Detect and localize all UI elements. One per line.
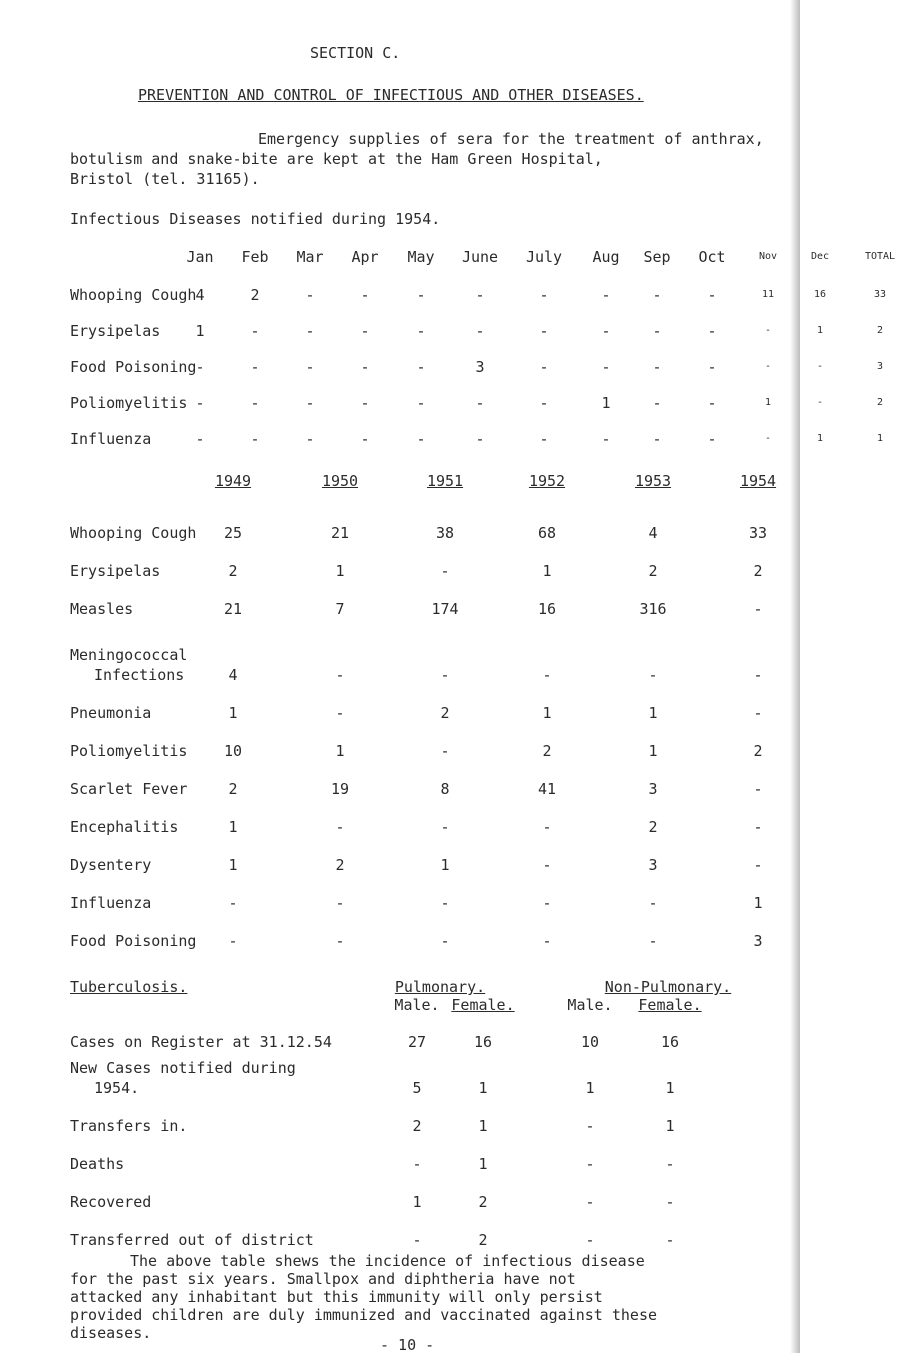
yearly-cell: 1 [648,704,658,722]
yearly-cell: - [542,856,552,874]
monthly-cell: - [707,394,717,412]
monthly-cell: 33 [873,289,887,300]
monthly-cell: - [416,430,426,448]
yearly-cell: 1 [753,894,763,912]
monthly-cell: - [652,394,662,412]
yearly-cell: 1 [228,818,238,836]
page-edge-shadow [790,0,800,1353]
monthly-cell: - [305,286,315,304]
notified-heading: Infectious Diseases notified during 1954. [70,210,441,228]
monthly-cell: 1 [816,325,824,336]
yearly-cell: 25 [223,524,243,542]
monthly-cell: 1 [764,397,772,408]
tb-group-pulmonary: Pulmonary. [394,978,486,996]
yearly-cell: - [753,780,763,798]
yearly-cell: - [335,666,345,684]
yearly-row-label: Encephalitis [70,818,179,836]
monthly-row-label: Whooping Cough [70,286,197,304]
yearly-cell: 2 [228,562,238,580]
tb-cell: - [412,1231,422,1249]
yearly-cell: 2 [753,742,763,760]
monthly-cell: - [305,322,315,340]
yearly-cell: - [753,818,763,836]
closing-line: for the past six years. Smallpox and diphtheria have not [70,1270,576,1288]
yearly-row-label: Poliomyelitis [70,742,188,760]
yearly-cell: - [440,894,450,912]
monthly-cell: - [601,430,611,448]
tb-cell: 27 [407,1033,427,1051]
month-column-header: Aug [592,248,620,266]
yearly-cell: - [542,666,552,684]
yearly-row-label: Dysentery [70,856,152,874]
yearly-cell: 1 [228,856,238,874]
tb-group-non-pulmonary: Non-Pulmonary. [604,978,732,996]
monthly-cell: - [652,286,662,304]
monthly-cell: - [305,394,315,412]
monthly-cell: - [195,430,205,448]
yearly-cell: - [440,666,450,684]
monthly-cell: - [764,433,772,444]
yearly-cell: 3 [648,780,658,798]
yearly-cell: - [542,932,552,950]
tb-cell: 1 [478,1079,488,1097]
monthly-cell: - [250,322,260,340]
monthly-cell: - [305,430,315,448]
yearly-cell: 2 [440,704,450,722]
yearly-cell: 4 [648,524,658,542]
tb-row-label-line2: 1954. [94,1079,140,1097]
tb-cell: - [585,1231,595,1249]
tb-cell: 1 [665,1079,675,1097]
month-column-header: TOTAL [864,251,896,262]
monthly-cell: - [360,430,370,448]
monthly-cell: 3 [876,361,884,372]
year-column-header: 1949 [214,472,252,490]
month-column-header: July [525,248,563,266]
yearly-cell: - [542,894,552,912]
monthly-cell: - [250,394,260,412]
month-column-header: Oct [698,248,726,266]
month-column-header: Nov [758,251,778,262]
monthly-cell: - [416,286,426,304]
yearly-cell: - [648,666,658,684]
emergency-line: Emergency supplies of sera for the treatment of anthrax, [258,130,764,148]
yearly-cell: 1 [542,562,552,580]
monthly-row-label: Erysipelas [70,322,161,340]
monthly-row-label: Food Poisoning [70,358,197,376]
yearly-cell: - [335,818,345,836]
year-column-header: 1952 [528,472,566,490]
yearly-cell: - [440,742,450,760]
monthly-cell: - [764,361,772,372]
monthly-cell: - [250,430,260,448]
monthly-cell: 2 [250,286,260,304]
yearly-cell: 2 [228,780,238,798]
yearly-cell: - [648,932,658,950]
closing-line: The above table shews the incidence of infectious disease [130,1252,645,1270]
monthly-cell: - [707,430,717,448]
tb-cell: 16 [473,1033,493,1051]
yearly-row-label: Pneumonia [70,704,152,722]
monthly-cell: - [539,358,549,376]
tb-cell: 2 [478,1231,488,1249]
yearly-cell: 16 [537,600,557,618]
yearly-cell: - [648,894,658,912]
yearly-cell: 21 [330,524,350,542]
month-column-header: Feb [241,248,269,266]
monthly-row-label: Poliomyelitis [70,394,188,412]
monthly-cell: - [652,358,662,376]
monthly-cell: 3 [475,358,485,376]
yearly-cell: 316 [639,600,667,618]
tb-cell: 2 [412,1117,422,1135]
tb-sub-female: Female. [638,996,702,1014]
yearly-cell: 174 [431,600,459,618]
tb-cell: 10 [580,1033,600,1051]
monthly-cell: 16 [813,289,827,300]
monthly-cell: - [416,394,426,412]
yearly-cell: 1 [335,562,345,580]
monthly-cell: 1 [816,433,824,444]
yearly-row-label: Influenza [70,894,152,912]
yearly-cell: 7 [335,600,345,618]
monthly-cell: - [305,358,315,376]
emergency-line: botulism and snake-bite are kept at the Ham Green Hospital, [70,150,603,168]
yearly-cell: 21 [223,600,243,618]
tb-cell: - [665,1193,675,1211]
yearly-row-label: Food Poisoning [70,932,197,950]
tb-row-label: Cases on Register at 31.12.54 [70,1033,332,1051]
monthly-cell: - [360,286,370,304]
monthly-cell: - [652,430,662,448]
yearly-cell: 41 [537,780,557,798]
monthly-row-label: Influenza [70,430,152,448]
monthly-cell: - [360,358,370,376]
monthly-cell: - [707,358,717,376]
closing-line: provided children are duly immunized and vaccinated against these [70,1306,657,1324]
yearly-cell: 2 [648,818,658,836]
yearly-cell: 10 [223,742,243,760]
tb-cell: 1 [412,1193,422,1211]
monthly-cell: - [816,397,824,408]
yearly-cell: - [753,704,763,722]
monthly-cell: 1 [195,322,205,340]
section-title: SECTION C. [310,44,401,62]
yearly-cell: 38 [435,524,455,542]
monthly-cell: - [416,358,426,376]
yearly-cell: 1 [648,742,658,760]
monthly-cell: 4 [195,286,205,304]
tb-cell: - [585,1155,595,1173]
tb-cell: 1 [478,1117,488,1135]
monthly-cell: - [360,322,370,340]
year-column-header: 1953 [634,472,672,490]
monthly-cell: - [539,394,549,412]
yearly-cell: 3 [648,856,658,874]
tb-row-label: Transfers in. [70,1117,188,1135]
month-column-header: Dec [810,251,830,262]
tb-title: Tuberculosis. [70,978,188,996]
yearly-cell: 1 [542,704,552,722]
yearly-cell: 1 [335,742,345,760]
yearly-cell: 2 [335,856,345,874]
yearly-cell: 2 [542,742,552,760]
monthly-cell: - [539,430,549,448]
tb-sub-male: Male. [567,996,613,1014]
tb-cell: - [412,1155,422,1173]
tb-row-label: Recovered [70,1193,152,1211]
tb-row-label: New Cases notified during [70,1059,296,1077]
yearly-row-label-line2: Infections [94,666,185,684]
tb-cell: 16 [660,1033,680,1051]
yearly-cell: - [228,894,238,912]
monthly-cell: 11 [761,289,775,300]
yearly-row-label: Measles [70,600,134,618]
monthly-cell: - [707,322,717,340]
yearly-cell: 3 [753,932,763,950]
year-column-header: 1951 [426,472,464,490]
monthly-cell: - [601,358,611,376]
monthly-cell: - [539,286,549,304]
yearly-cell: - [753,666,763,684]
yearly-cell: 2 [648,562,658,580]
yearly-cell: - [228,932,238,950]
tb-cell: 2 [478,1193,488,1211]
yearly-cell: - [440,818,450,836]
tb-cell: 1 [665,1117,675,1135]
yearly-cell: 4 [228,666,238,684]
tb-row-label: Transferred out of district [70,1231,314,1249]
monthly-cell: - [764,325,772,336]
yearly-cell: - [753,600,763,618]
monthly-cell: - [195,394,205,412]
closing-line: attacked any inhabitant but this immunity will only persist [70,1288,603,1306]
monthly-cell: - [475,394,485,412]
year-column-header: 1950 [321,472,359,490]
tb-cell: 1 [478,1155,488,1173]
monthly-cell: - [539,322,549,340]
tb-cell: 5 [412,1079,422,1097]
monthly-cell: - [250,358,260,376]
yearly-cell: - [440,562,450,580]
yearly-cell: - [335,932,345,950]
month-column-header: Apr [351,248,379,266]
tb-cell: - [585,1193,595,1211]
yearly-row-label: Scarlet Fever [70,780,188,798]
month-column-header: June [461,248,499,266]
tb-sub-female: Female. [451,996,515,1014]
yearly-cell: 33 [748,524,768,542]
tb-sub-male: Male. [394,996,440,1014]
monthly-cell: - [475,286,485,304]
tb-cell: - [665,1231,675,1249]
yearly-cell: 1 [228,704,238,722]
tb-cell: - [665,1155,675,1173]
monthly-cell: - [475,322,485,340]
month-column-header: Mar [296,248,324,266]
monthly-cell: - [652,322,662,340]
yearly-cell: - [440,932,450,950]
monthly-cell: - [360,394,370,412]
monthly-cell: - [601,286,611,304]
closing-line: diseases. [70,1324,152,1342]
monthly-cell: 1 [876,433,884,444]
monthly-cell: 2 [876,397,884,408]
yearly-cell: - [335,704,345,722]
tb-row-label: Deaths [70,1155,125,1173]
monthly-cell: 2 [876,325,884,336]
monthly-cell: - [195,358,205,376]
tb-cell: - [585,1117,595,1135]
yearly-cell: 19 [330,780,350,798]
monthly-cell: - [601,322,611,340]
monthly-cell: - [475,430,485,448]
yearly-cell: - [542,818,552,836]
monthly-cell: - [816,361,824,372]
yearly-cell: 2 [753,562,763,580]
monthly-cell: 1 [601,394,611,412]
yearly-row-label: Erysipelas [70,562,161,580]
yearly-cell: 68 [537,524,557,542]
main-heading: PREVENTION AND CONTROL OF INFECTIOUS AND OTHER DISEASES. [138,86,644,104]
yearly-row-label: Whooping Cough [70,524,197,542]
yearly-cell: 1 [440,856,450,874]
yearly-cell: - [753,856,763,874]
month-column-header: Jan [186,248,214,266]
month-column-header: May [407,248,435,266]
monthly-cell: - [707,286,717,304]
emergency-line: Bristol (tel. 31165). [70,170,260,188]
monthly-cell: - [416,322,426,340]
yearly-cell: 8 [440,780,450,798]
year-column-header: 1954 [739,472,777,490]
yearly-row-label: Meningococcal [70,646,188,664]
yearly-cell: - [335,894,345,912]
month-column-header: Sep [643,248,671,266]
page-number: - 10 - [380,1336,435,1354]
tb-cell: 1 [585,1079,595,1097]
